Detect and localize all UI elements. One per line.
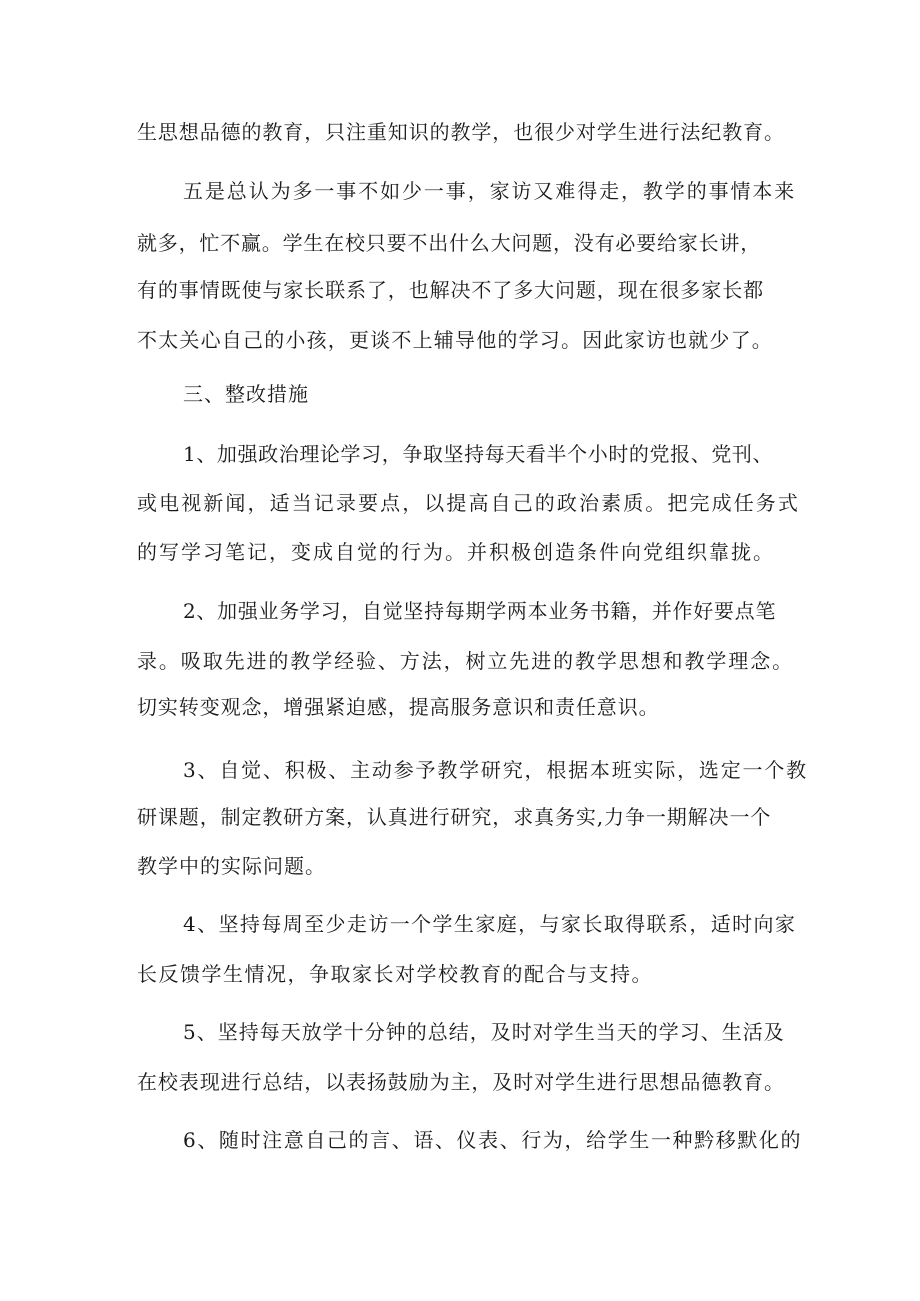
text-line: 在校表现进行总结，以表扬鼓励为主，及时对学生进行思想品德教育。: [137, 1070, 785, 1094]
text-line: 长反馈学生情况，争取家长对学校教育的配合与支持。: [137, 962, 653, 986]
text-line: 切实转变观念，增强紧迫感，提高服务意识和责任意识。: [137, 695, 660, 719]
text-line: 生思想品德的教育，只注重知识的教学，也很少对学生进行法纪教育。: [137, 120, 785, 144]
section-heading: 三、整改措施: [183, 382, 309, 406]
paragraph-start-line: 2、加强业务学习，自觉坚持每期学两本业务书籍，并作好要点笔: [183, 599, 777, 623]
text-line: 录。吸取先进的教学经验、方法，树立先进的教学思想和教学理念。: [137, 649, 794, 673]
paragraph-start-line: 3、自觉、积极、主动参予教学研究，根据本班实际，选定一个教: [183, 758, 808, 782]
paragraph-start-line: 五是总认为多一事不如少一事，家访又难得走，教学的事情本来: [183, 179, 797, 203]
text-line: 的写学习笔记，变成自觉的行为。并积极创造条件向党组织靠拢。: [137, 540, 775, 564]
text-line: 不太关心自己的小孩，更谈不上辅导他的学习。因此家访也就少了。: [137, 328, 773, 352]
text-line: 研课题，制定教研方案，认真进行研究，求真务实,力争一期解决一个: [137, 805, 772, 829]
text-line: 有的事情既使与家长联系了，也解决不了多大问题，现在很多家长都: [137, 278, 764, 302]
paragraph-start-line: 1、加强政治理论学习，争取坚持每天看半个小时的党报、党刊、: [183, 442, 774, 466]
paragraph-start-line: 6、随时注意自己的言、语、仪表、行为，给学生一种黔移默化的: [183, 1128, 803, 1152]
text-line: 就多，忙不赢。学生在校只要不出什么大问题，没有必要给家长讲，: [137, 231, 761, 255]
paragraph-start-line: 5、坚持每天放学十分钟的总结，及时对学生当天的学习、生活及: [183, 1020, 785, 1044]
text-line: 教学中的实际问题。: [137, 854, 326, 878]
text-line: 或电视新闻，适当记录要点，以提高自己的政治素质。把完成任务式: [137, 491, 800, 515]
paragraph-start-line: 4、坚持每周至少走访一个学生家庭，与家长取得联系，适时向家: [183, 912, 797, 936]
